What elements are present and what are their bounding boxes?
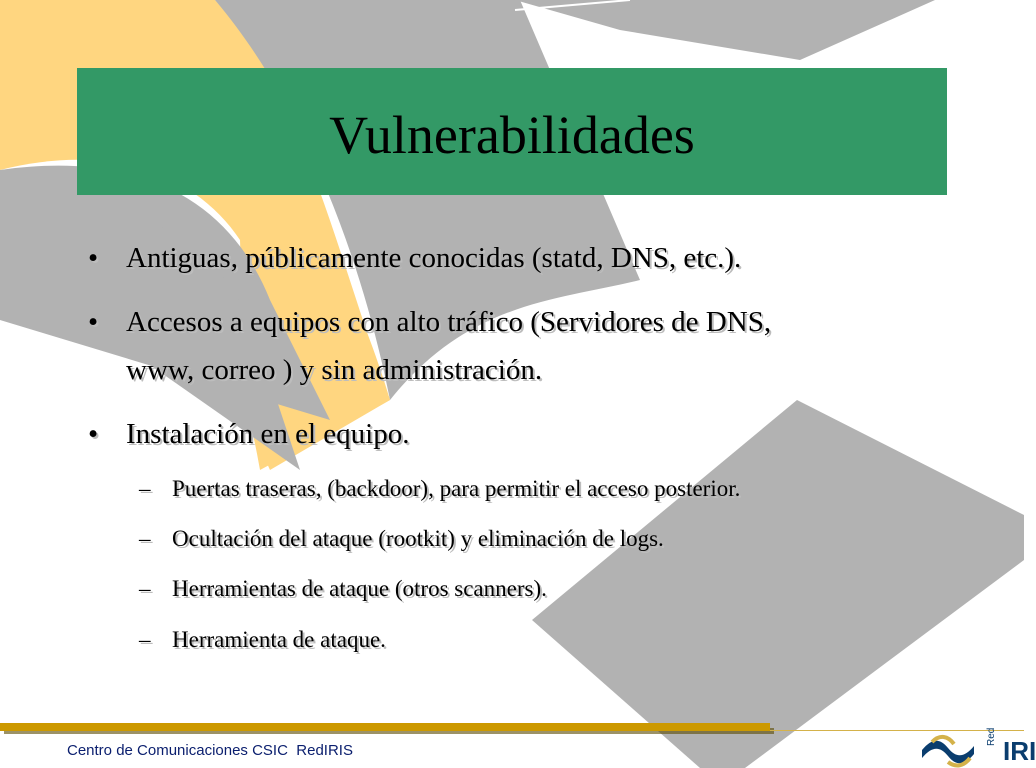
bullet-item bbox=[88, 298, 772, 394]
logo-iris-text: IRI bbox=[1003, 736, 1036, 766]
bullet-item bbox=[88, 410, 410, 458]
dash-glyph: – bbox=[139, 476, 151, 501]
subbullet-item bbox=[139, 574, 547, 604]
subbullet-item bbox=[139, 625, 386, 655]
dash-glyph: – bbox=[139, 576, 151, 601]
bullet-text-line2: www, correo ) y sin administración. bbox=[126, 354, 543, 386]
slide-title: Vulnerabilidades bbox=[329, 104, 695, 165]
logo-red-text: Red bbox=[986, 727, 997, 746]
subbullet-item bbox=[139, 474, 741, 504]
subbullet-text: Herramientas de ataque (otros scanners). bbox=[172, 576, 547, 601]
bullet-glyph: • bbox=[88, 418, 99, 450]
dash-glyph: – bbox=[139, 526, 151, 551]
bullet-text-line1: Accesos a equipos con alto tráfico (Servidores de DNS, bbox=[126, 306, 772, 338]
subbullet-text: Puertas traseras, (backdoor), para permitir el acceso posterior. bbox=[172, 476, 741, 501]
footer-rule bbox=[0, 723, 770, 731]
subbullet-item bbox=[139, 524, 664, 554]
bullet-item bbox=[88, 234, 742, 282]
subbullet-text: Ocultación del ataque (rootkit) y eliminación de logs. bbox=[172, 526, 664, 551]
subbullet-text: Herramienta de ataque. bbox=[172, 627, 386, 652]
bullet-text: Antiguas, públicamente conocidas (statd, DNS, etc.). bbox=[126, 242, 742, 274]
dash-glyph: – bbox=[139, 627, 151, 652]
bullet-glyph: • bbox=[88, 242, 99, 274]
bullet-text: Instalación en el equipo. bbox=[126, 418, 410, 450]
footer-text: Centro de Comunicaciones CSIC RedIRIS bbox=[67, 742, 353, 759]
bullet-glyph: • bbox=[88, 306, 99, 338]
